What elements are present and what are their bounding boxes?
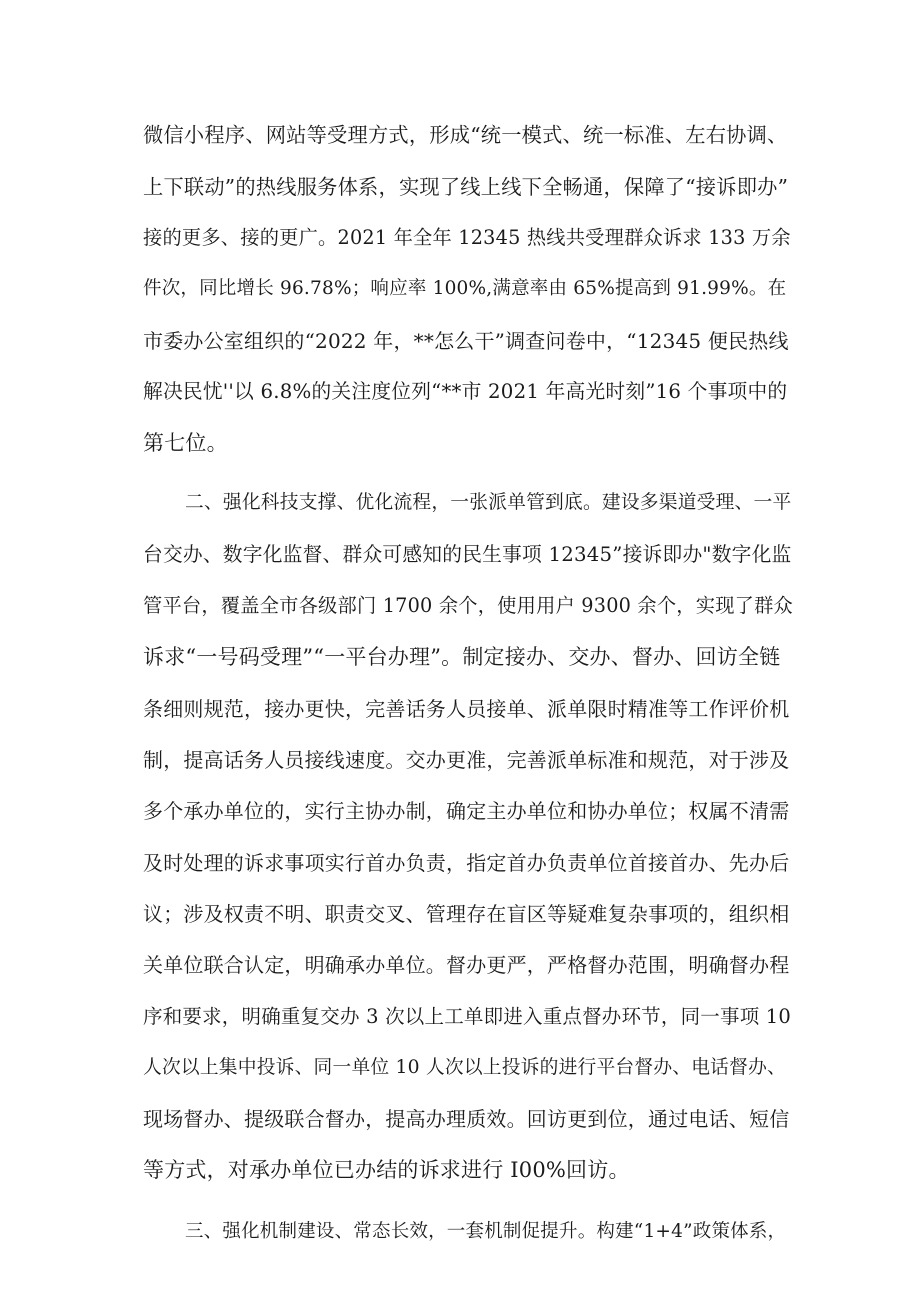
- paragraph-1-line-1: 微信小程序、网站等受理方式，形成“统一模式、统一标准、左右协调、: [143, 123, 788, 147]
- paragraph-1-line-6: 解决民忧''以 6.8%的关注度位列“**市 2021 年高光时刻”16 个事项中的: [143, 380, 788, 403]
- paragraph-1-line-5: 市委办公室组织的“2022 年，**怎么干”调查问卷中，“12345 便民热线: [143, 329, 789, 353]
- paragraph-2-line-10: 关单位联合认定，明确承办单位。督办更严，严格督办范围，明确督办程: [143, 953, 790, 977]
- paragraph-2-line-4: 诉求“一号码受理”“一平台办理”。制定接办、交办、督办、回访全链: [143, 645, 781, 669]
- paragraph-2-line-1: 二、强化科技支撑、优化流程，一张派单管到底。建设多渠道受理、一平: [185, 492, 792, 513]
- paragraph-2-line-7: 多个承办单位的，实行主协办制，确定主办单位和协办单位；权属不清需: [143, 799, 790, 823]
- paragraph-2-line-5: 条细则规范，接办更快，完善话务人员接单、派单限时精准等工作评价机: [143, 697, 790, 721]
- paragraph-2-line-9: 议；涉及权责不明、职责交叉、管理存在盲区等疑难复杂事项的，组织相: [143, 902, 790, 926]
- paragraph-2-line-13: 现场督办、提级联合督办，提高办理质效。回访更到位，通过电话、短信: [143, 1107, 790, 1131]
- paragraph-1-line-3: 接的更多、接的更广。2021 年全年 12345 热线共受理群众诉求 133 万余: [143, 226, 791, 249]
- paragraph-2-line-12: 人次以上集中投诉、同一单位 10 人次以上投诉的进行平台督办、电话督办、: [143, 1057, 786, 1078]
- paragraph-2-line-11: 序和要求，明确重复交办 3 次以上工单即进入重点督办环节，同一事项 10: [143, 1005, 792, 1028]
- paragraph-2-line-8: 及时处理的诉求事项实行首办负责，指定首办负责单位首接首办、先办后: [143, 851, 790, 875]
- paragraph-2-line-6: 制，提高话务人员接线速度。交办更准，完善派单标准和规范，对于涉及: [143, 748, 790, 772]
- paragraph-2-line-14: 等方式，对承办单位已办结的诉求进行 I00%回访。: [143, 1158, 630, 1182]
- paragraph-3-line-1: 三、强化机制建设、常态长效，一套机制促提升。构建“1+4”政策体系，: [185, 1221, 787, 1242]
- paragraph-1-line-4: 件次，同比增长 96.78%；响应率 100%,满意率由 65%提高到 91.99%。在: [143, 278, 787, 299]
- paragraph-1-line-7: 第七位。: [143, 431, 228, 455]
- paragraph-2-line-2: 台交办、数字化监督、群众可感知的民生事项 12345”接诉即办"数字化监: [143, 543, 792, 566]
- paragraph-2-line-3: 管平台，覆盖全市各级部门 1700 余个，使用用户 9300 余个，实现了群众: [143, 594, 794, 617]
- paragraph-1-line-2: 上下联动”的热线服务体系，实现了线上线下全畅通，保障了“接诉即办”: [143, 175, 789, 199]
